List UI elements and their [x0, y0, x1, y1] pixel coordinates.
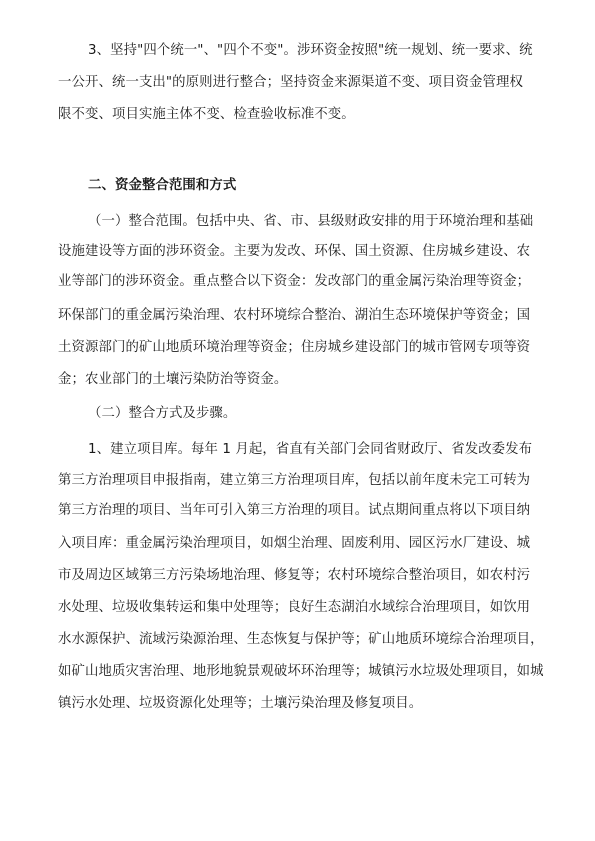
paragraph-line: 镇污水处理、垃圾资源化处理等；土壤污染治理及修复项目。 [58, 696, 423, 711]
paragraph-line: 3、坚持"四个统一"、"四个不变"。涉环资金按照"统一规划、统一要求、统 [88, 43, 533, 58]
section-heading: 二、资金整合范围和方式 [88, 178, 237, 193]
paragraph-line: 设施建设等方面的涉环资金。主要为发改、环保、国土资源、住房城乡建设、农 [58, 244, 531, 259]
paragraph-line: 土资源部门的矿山地质环境治理等资金；住房城乡建设部门的城市管网专项等资 [58, 340, 531, 355]
paragraph-line: 金；农业部门的土壤污染防治等资金。 [58, 372, 288, 387]
paragraph-line: 限不变、项目实施主体不变、检查验收标准不变。 [58, 107, 355, 122]
paragraph-line: 第三方治理项目申报指南，建立第三方治理项目库，包括以前年度未完工可转为 [58, 473, 531, 488]
subsection-heading: （二）整合方式及步骤。 [88, 406, 237, 421]
paragraph-line: 水水源保护、流域污染源治理、生态恢复与保护等；矿山地质环境综合治理项目， [58, 632, 544, 647]
paragraph-line: 1、建立项目库。每年 1 月起，省直有关部门会同省财政厅、省发改委发布 [88, 442, 533, 457]
paragraph-line: 入项目库：重金属污染治理项目，如烟尘治理、固废利用、园区污水厂建设、城 [58, 536, 531, 551]
paragraph-line: 第三方治理的项目、当年可引入第三方治理的项目。试点期间重点将以下项目纳 [58, 503, 531, 518]
paragraph-line: 市及周边区域第三方污染场地治理、修复等；农村环境综合整治项目，如农村污 [58, 568, 531, 583]
paragraph-line: （一）整合范围。包括中央、省、市、县级财政安排的用于环境治理和基础 [88, 214, 534, 229]
paragraph-line: 如矿山地质灾害治理、地形地貌景观破坏环治理等；城镇污水垃圾处理项目，如城 [58, 664, 544, 679]
paragraph-line: 一公开、统一支出"的原则进行整合；坚持资金来源渠道不变、项目资金管理权 [58, 75, 523, 90]
paragraph-line: 业等部门的涉环资金。重点整合以下资金：发改部门的重金属污染治理等资金； [58, 274, 531, 289]
paragraph-line: 环保部门的重金属污染治理、农村环境综合整治、湖泊生态环境保护等资金；国 [58, 308, 531, 323]
paragraph-line: 水处理、垃圾收集转运和集中处理等；良好生态湖泊水域综合治理项目，如饮用 [58, 600, 531, 615]
